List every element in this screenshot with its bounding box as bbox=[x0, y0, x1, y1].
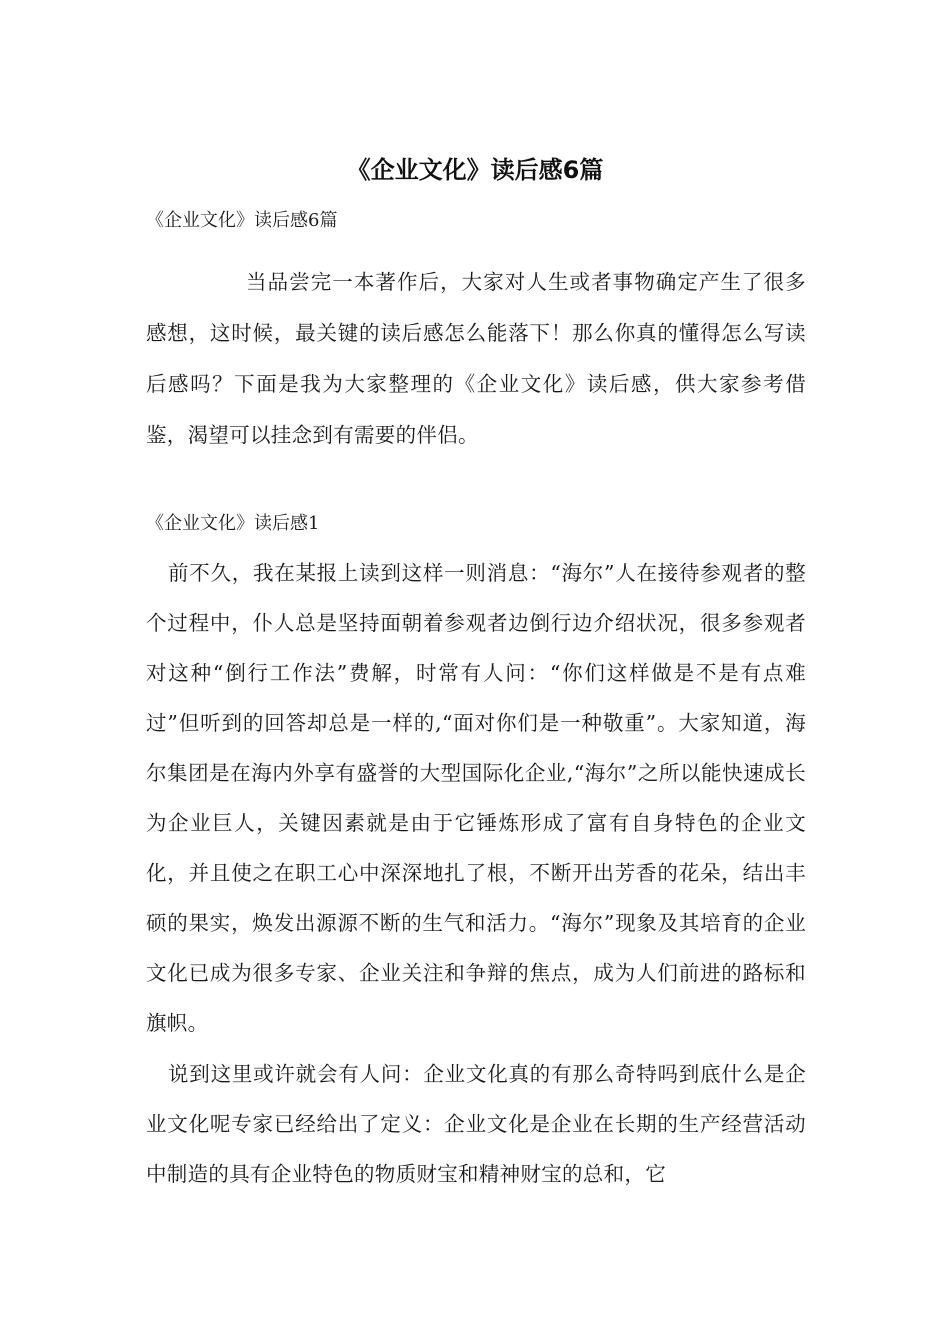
intro-paragraph: 当品尝完一本著作后，大家对人生或者事物确定产生了很多感想，这时候，最关键的读后感怎么能落下！那么你真的懂得怎么写读后感吗？下面是我为大家整理的《企业文化》读后感，供大家参考借鉴，渴望可以挂念到有需要的伴侣。 bbox=[146, 270, 806, 447]
document-subtitle: 《企业文化》读后感6篇 bbox=[146, 210, 338, 231]
body-paragraph: 说到这里或许就会有人问：企业文化真的有那么奇特吗到底什么是企业文化呢专家已经给出了定义：企业文化是企业在长期的生产经营活动中制造的具有企业特色的物质财宝和精神财宝的总和，它 bbox=[146, 1062, 806, 1186]
document-title: 《企业文化》读后感6篇 bbox=[346, 156, 604, 184]
body-paragraph: 前不久，我在某报上读到这样一则消息：“海尔”人在接待参观者的整个过程中，仆人总是坚持面朝着参观者边倒行边介绍状况，很多参观者对这种“倒行工作法”费解，时常有人问：“你们这样做是不是有点难过”但听到的回答却总是一样的,“面对你们是一种敬重”。大家知道，海尔集团是在海内外享有盛誉的大型国际化企业,“海尔”之所以能快速成长为企业巨人，关键因素就是由于它锤炼形成了富有自身特色的企业文化，并且使之在职工心中深深地扎了根，不断开出芳香的花朵，结出丰硕的果实，焕发出源源不断的生气和活力。“海尔”现象及其培育的企业文化已成为很多专家、企业关注和争辩的焦点，成为人们前进的路标和旗帜。 bbox=[146, 561, 806, 1035]
section-heading: 《企业文化》读后感1 bbox=[146, 513, 320, 534]
